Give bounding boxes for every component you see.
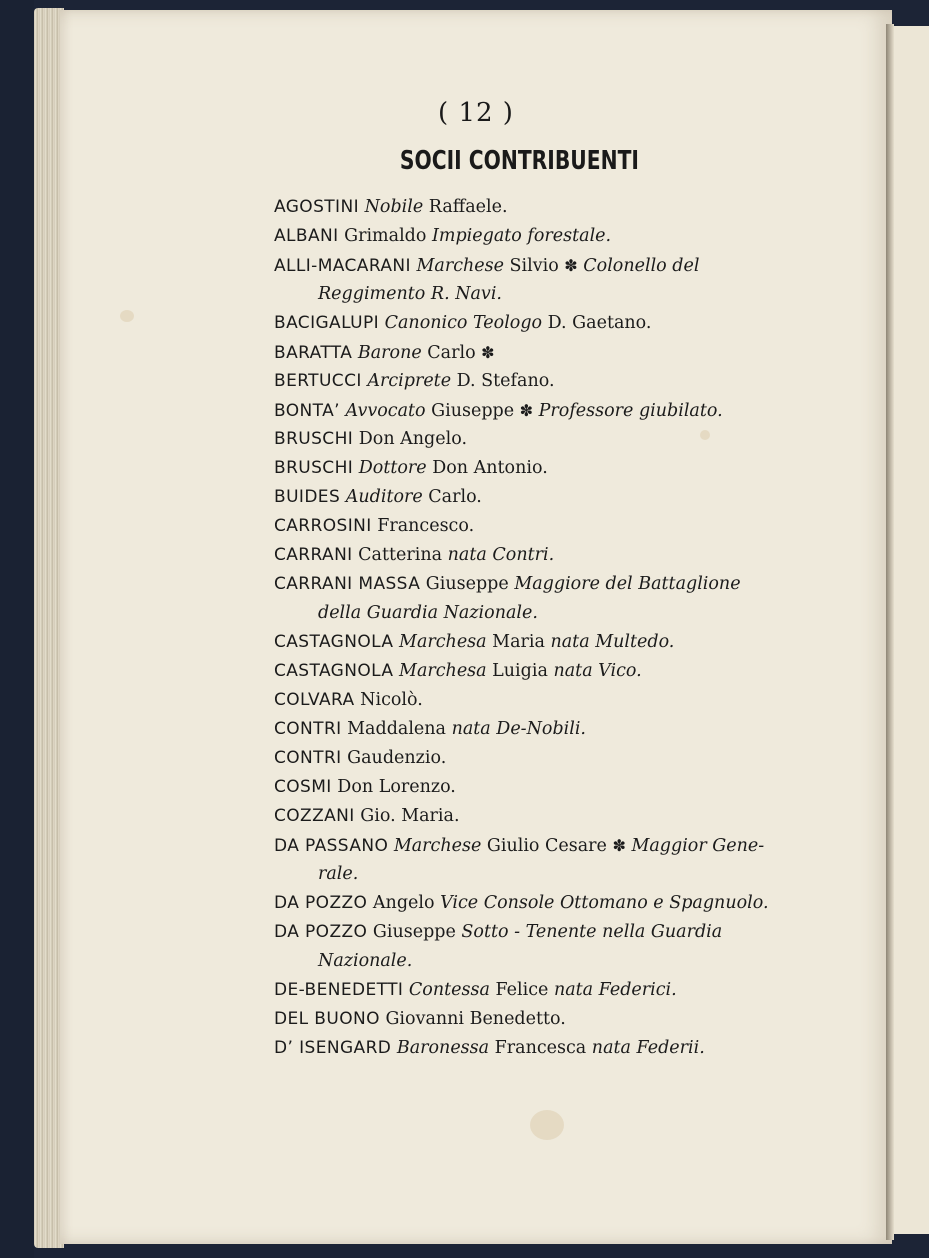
- entry-italic-text: Colonello del: [583, 256, 700, 276]
- book-page: [60, 10, 892, 1244]
- entry-text: Silvio: [503, 256, 565, 276]
- entry-italic-text: Professore giubilato.: [538, 401, 723, 421]
- member-entry-continuation: [274, 860, 874, 889]
- entry-text: Maria: [486, 632, 551, 652]
- member-entry: [274, 396, 874, 425]
- entry-surname: BRUSCHI: [274, 458, 354, 478]
- entry-italic-text: Marchesa: [399, 632, 487, 652]
- entry-text: Catterina: [352, 545, 448, 565]
- entry-surname: COSMI: [274, 777, 332, 797]
- entry-text: Don Lorenzo.: [331, 777, 456, 797]
- entry-text: Raffaele.: [423, 197, 508, 217]
- member-entry: [274, 773, 874, 802]
- member-entry: [274, 541, 874, 570]
- entry-italic-text: Marchese: [393, 836, 482, 856]
- entry-italic-text: Barone: [357, 343, 422, 363]
- member-entry: [274, 483, 874, 512]
- entry-italic-text: Marchese: [416, 256, 504, 276]
- member-entry: [274, 193, 874, 222]
- member-entry-continuation: [274, 947, 874, 976]
- entry-italic-text: rale.: [318, 864, 359, 884]
- decoration-star-icon: ✽: [481, 343, 495, 362]
- entry-surname: DA POZZO: [274, 922, 368, 942]
- entry-text: Carlo.: [422, 487, 482, 507]
- entry-italic-text: Nazionale.: [318, 951, 413, 971]
- member-entry: [274, 251, 874, 280]
- section-title: SOCII CONTRIBUENTI: [399, 146, 639, 176]
- member-entry: [274, 1034, 874, 1063]
- entry-italic-text: Baronessa: [396, 1038, 490, 1058]
- entry-surname: DEL BUONO: [274, 1009, 380, 1029]
- member-entry: [274, 309, 874, 338]
- entry-italic-text: nata Vico.: [553, 661, 642, 681]
- entry-surname: CONTRI: [274, 719, 342, 739]
- entry-text: D. Stefano.: [451, 371, 555, 391]
- entry-italic-text: Contessa: [408, 980, 490, 1000]
- member-entry: [274, 338, 874, 367]
- entry-surname: BERTUCCI: [274, 371, 362, 391]
- entry-surname: BARATTA: [274, 343, 353, 363]
- entry-italic-text: Impiegato forestale.: [431, 226, 612, 246]
- member-entry: [274, 570, 874, 599]
- foxing-stain: [530, 1110, 564, 1140]
- member-entry: [274, 1005, 874, 1034]
- dark-backdrop: [0, 0, 34, 1258]
- entry-surname: D’ ISENGARD: [274, 1038, 392, 1058]
- member-entry: [274, 222, 874, 251]
- entry-surname: ALBANI: [274, 226, 339, 246]
- entry-text: Giuseppe: [367, 922, 462, 942]
- entry-italic-text: nata Multedo.: [550, 632, 675, 652]
- entry-italic-text: Maggior Gene-: [631, 836, 765, 856]
- member-entry-continuation: [274, 599, 874, 628]
- member-entry: [274, 512, 874, 541]
- entry-text: Don Antonio.: [426, 458, 548, 478]
- entry-surname: DE-BENEDETTI: [274, 980, 404, 1000]
- entry-text: Luigia: [486, 661, 554, 681]
- entry-surname: CARROSINI: [274, 516, 372, 536]
- entry-text: Giulio Cesare: [481, 836, 613, 856]
- page-number: ( 12 ): [438, 98, 514, 128]
- entry-italic-text: Marchesa: [399, 661, 487, 681]
- member-entry: [274, 425, 874, 454]
- entry-surname: ALLI-MACARANI: [274, 256, 411, 276]
- member-entry: [274, 802, 874, 831]
- entry-italic-text: nata De-Nobili.: [451, 719, 586, 739]
- entry-italic-text: Maggiore del Battaglione: [514, 574, 741, 594]
- entry-text: Grimaldo: [338, 226, 432, 246]
- entry-text: Giovanni Benedetto.: [379, 1009, 566, 1029]
- entry-text: Carlo: [421, 343, 482, 363]
- entry-surname: CASTAGNOLA: [274, 661, 394, 681]
- entry-italic-text: della Guardia Nazionale.: [318, 603, 538, 623]
- foxing-stain: [120, 310, 134, 322]
- entry-surname: CASTAGNOLA: [274, 632, 394, 652]
- entry-italic-text: Arciprete: [367, 371, 452, 391]
- member-entry: [274, 744, 874, 773]
- entry-text: Gaudenzio.: [341, 748, 447, 768]
- entry-text: Don Angelo.: [353, 429, 468, 449]
- member-entry: [274, 976, 874, 1005]
- member-entry: [274, 889, 874, 918]
- member-entry: [274, 367, 874, 396]
- entry-text: Nicolò.: [354, 690, 423, 710]
- entry-italic-text: nata Federici.: [553, 980, 677, 1000]
- member-entry: [274, 454, 874, 483]
- entry-text: Felice: [489, 980, 554, 1000]
- entry-text: Giuseppe: [420, 574, 515, 594]
- entry-italic-text: Canonico Teologo: [384, 313, 543, 333]
- member-entry: [274, 686, 874, 715]
- decoration-star-icon: ✽: [612, 836, 626, 855]
- entry-text: Francesca: [489, 1038, 592, 1058]
- entry-text: Francesco.: [371, 516, 475, 536]
- entry-italic-text: Auditore: [345, 487, 423, 507]
- entry-italic-text: Dottore: [358, 458, 427, 478]
- entry-surname: BUIDES: [274, 487, 341, 507]
- entry-text: Maddalena: [341, 719, 452, 739]
- entry-surname: BONTA’: [274, 401, 340, 421]
- member-entry-continuation: [274, 280, 874, 309]
- member-entry: [274, 918, 874, 947]
- entry-surname: AGOSTINI: [274, 197, 360, 217]
- entry-surname: CONTRI: [274, 748, 342, 768]
- member-entry: [274, 657, 874, 686]
- entry-surname: COLVARA: [274, 690, 355, 710]
- entry-italic-text: Nobile: [364, 197, 424, 217]
- entry-italic-text: Vice Console Ottomano e Spagnuolo.: [440, 893, 769, 913]
- entry-text: Giuseppe: [425, 401, 520, 421]
- entry-surname: CARRANI MASSA: [274, 574, 421, 594]
- entry-surname: COZZANI: [274, 806, 355, 826]
- book-gutter: [886, 24, 894, 1240]
- decoration-star-icon: ✽: [564, 256, 578, 275]
- member-entry: [274, 831, 874, 860]
- entry-surname: DA POZZO: [274, 893, 368, 913]
- entry-italic-text: Sotto - Tenente nella Guardia: [461, 922, 723, 942]
- entry-italic-text: Reggimento R. Navi.: [318, 284, 502, 304]
- adjacent-page: [892, 26, 929, 1234]
- entry-text: Angelo: [367, 893, 441, 913]
- entry-surname: BACIGALUPI: [274, 313, 380, 333]
- entry-text: Gio. Maria.: [354, 806, 460, 826]
- entry-italic-text: nata Federii.: [591, 1038, 705, 1058]
- entry-italic-text: nata Contri.: [447, 545, 555, 565]
- decoration-star-icon: ✽: [519, 401, 534, 420]
- entry-text: D. Gaetano.: [542, 313, 652, 333]
- entry-surname: CARRANI: [274, 545, 353, 565]
- entry-italic-text: Avvocato: [345, 401, 426, 421]
- member-entry: [274, 715, 874, 744]
- entry-surname: DA PASSANO: [274, 836, 389, 856]
- member-list: [274, 193, 874, 1063]
- member-entry: [274, 628, 874, 657]
- entry-surname: BRUSCHI: [274, 429, 354, 449]
